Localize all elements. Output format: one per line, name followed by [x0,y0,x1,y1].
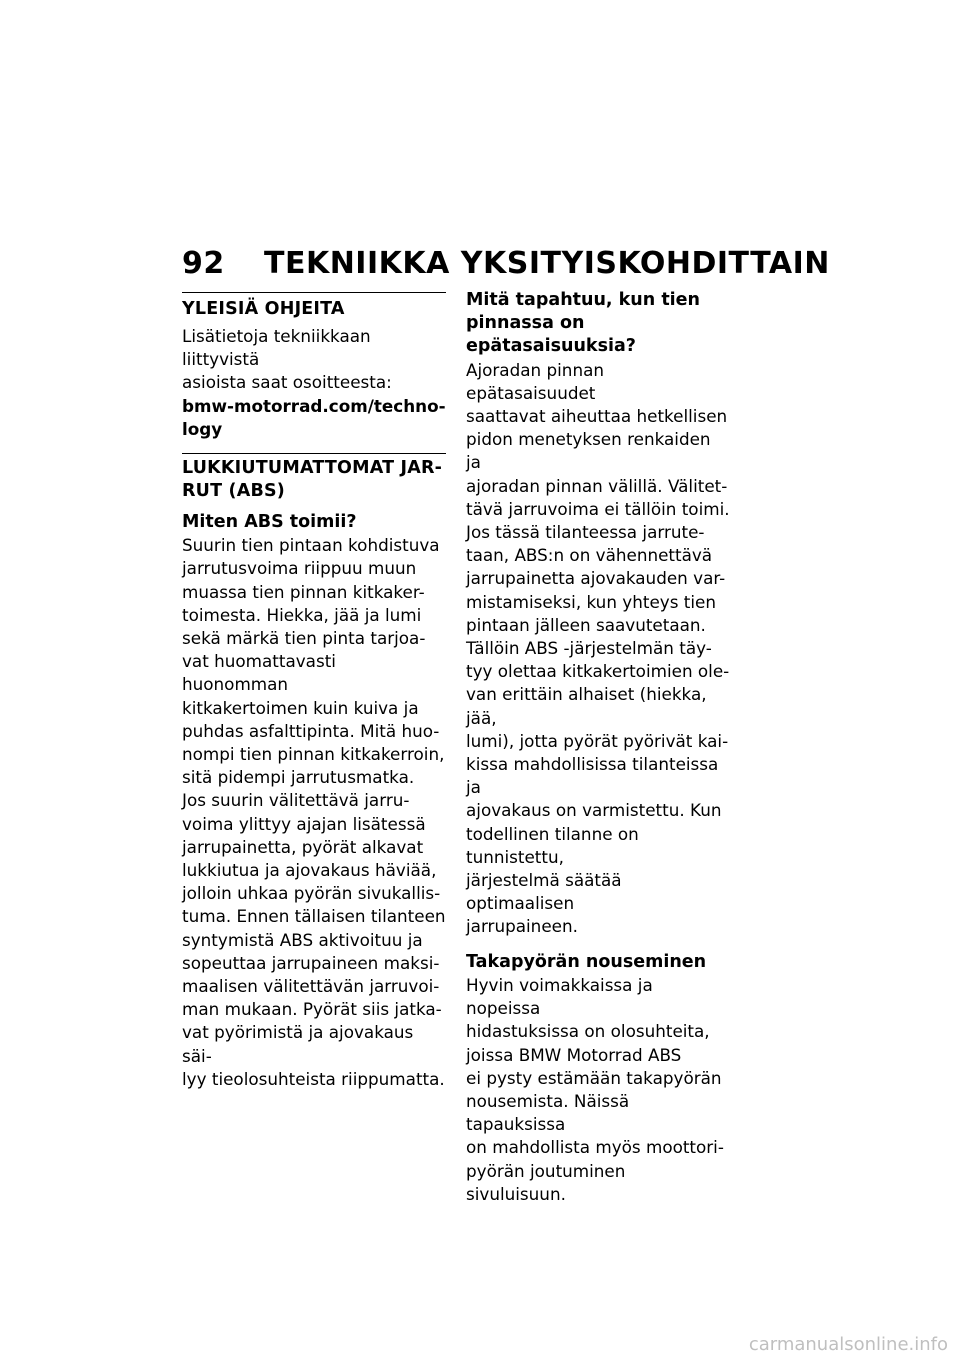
subheading-rear-wheel-lift: Takapyörän nouseminen [466,951,707,972]
website-link[interactable]: bmw-motorrad.com/techno- logy [182,395,446,439]
section-divider [182,453,446,454]
subheading-how-abs-works: Miten ABS toimii? [182,512,357,533]
page-header [182,244,830,284]
watermark-text: carmanualsonline.info [748,1334,948,1355]
page-title: TEKNIIKKA YKSITYISKOHDITTAIN [264,246,830,281]
right-column [466,289,730,1206]
rear-wheel-lift-paragraph: Hyvin voimakkaissa ja nopeissa hidastuksissa on olosuhteita, joissa BMW Motorrad ABS ei pysty estämään takapyörän nousemista. Näissä tapauksissa on mahdollista myös moottori- pyörän joutuminen sivuluisuun. [466,974,724,1204]
left-column [182,292,446,1091]
section-heading-abs: LUKKIUTUMATTOMAT JAR- RUT (ABS) [182,458,443,502]
section-heading-general: YLEISIÄ OHJEITA [182,299,345,319]
subheading-uneven-surface: Mitä tapahtuu, kun tien pinnassa on epätasaisuuksia? [466,290,701,357]
section-divider [182,292,446,293]
uneven-surface-paragraph: Ajoradan pinnan epätasaisuudet saattavat aiheuttaa hetkellisen pidon menetyksen renkaiden ja ajoradan pinnan välillä. Välitet- tävä jarruvoima ei tällöin toimi. Jos tässä tilanteessa jarrute- taan, ABS:n on vähennettävä jarrupainetta ajovakauden var- mistamiseksi, kun yhteys tien pintaan jälleen saavutetaan. Tällöin ABS -järjestelmän täy- tyy olettaa kitkakertoimien ole- van erittäin alhaiset (hiekka, jää, lumi), jotta pyörät pyörivät kai- kissa mahdollisissa tilanteissa ja ajovakaus on varmistettu. Kun todellinen tilanne on tunnistettu, järjestelmä säätää optimaalisen jarrupaineen. [466,359,730,937]
abs-paragraph-2: Jos suurin välitettävä jarru- voima ylittyy ajajan lisätessä jarrupainetta, pyörät alkavat lukkiutua ja ajovakaus häviää, jolloin uhkaa pyörän sivukallis- tuma. Ennen tällaisen tilanteen syntymistä ABS aktivoituu ja sopeuttaa jarrupaineen maksi- maalisen välitettävän jarruvoi- man mukaan. Pyörät siis jatka- vat pyörimistä ja ajovakaus säi- lyy tieolosuhteista riippumatta. [182,790,446,1089]
abs-paragraph-1: Suurin tien pintaan kohdistuva jarrutusvoima riippuu muun muassa tien pinnan kitkaker- toimesta. Hiekka, jää ja lumi sekä märkä tien pinta tarjoa- vat huomattavasti huonomman kitkakertoimen kuin kuiva ja puhdas asfalttipinta. Mitä huo- nompi tien pinnan kitkakerroin, sitä pidempi jarrutusmatka. [182,535,445,788]
page-number: 92 [182,246,225,281]
general-info-text: Lisätietoja tekniikkaan liittyvistä asioista saat osoitteesta: [182,326,392,393]
